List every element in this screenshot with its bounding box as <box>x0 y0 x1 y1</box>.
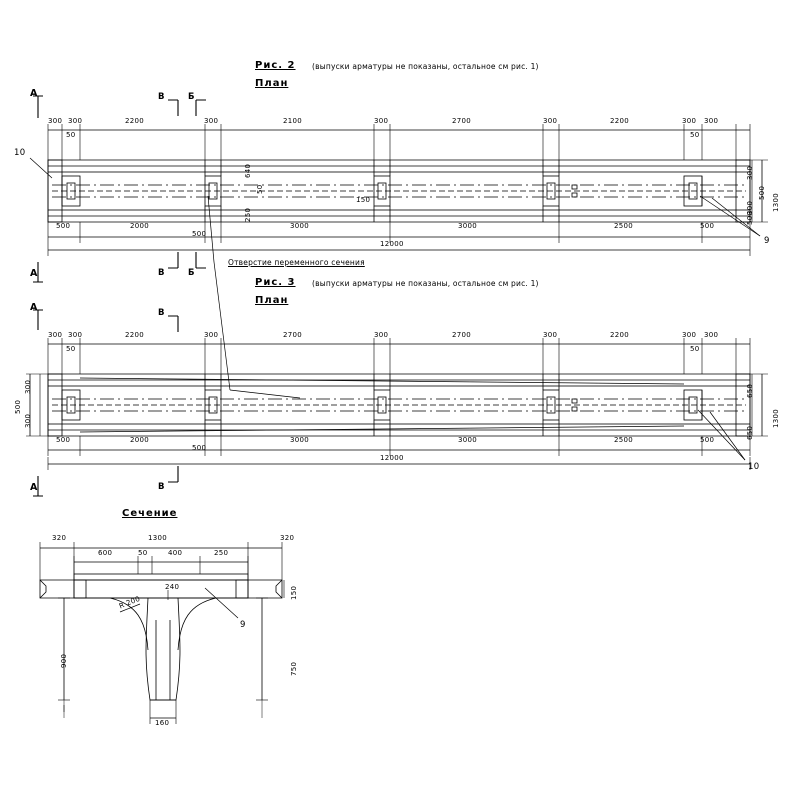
dim-label: 500 <box>56 436 71 444</box>
dim-label: 500 <box>192 444 207 452</box>
dim-label: 2500 <box>614 436 634 444</box>
dim-label: 500 <box>746 210 754 225</box>
dim-label: 2700 <box>283 331 303 339</box>
dim-label: 2700 <box>452 331 472 339</box>
overall-dim-label: 12000 <box>380 240 404 248</box>
dim-label: 300 <box>48 117 63 125</box>
dim-label: 300 <box>704 331 719 339</box>
dim-label: 300 <box>24 379 32 394</box>
dim-label: 2000 <box>130 222 150 230</box>
dim-label: 300 <box>204 331 219 339</box>
section-title: Сечение <box>122 508 178 519</box>
dim-label: 2200 <box>610 331 630 339</box>
hole-note-label: Отверстие переменного сечения <box>228 258 365 267</box>
dim-label: 650 <box>746 425 754 440</box>
dim-label: 2700 <box>452 117 472 125</box>
section-mark-a: А <box>30 88 38 99</box>
dim-label: 600 <box>98 549 113 557</box>
dim-label: 3000 <box>290 222 310 230</box>
dim-label: 300 <box>543 117 558 125</box>
dim-label: 300 <box>746 200 754 215</box>
dim-label: 500 <box>14 399 22 414</box>
dim-label: 750 <box>290 661 298 676</box>
dim-label: 300 <box>682 117 697 125</box>
dim-label: 500 <box>700 222 715 230</box>
dim-label: 2000 <box>130 436 150 444</box>
section-mark-a: А <box>30 268 38 279</box>
dim-label: 300 <box>24 413 32 428</box>
dim-label: 50 <box>690 131 700 139</box>
dim-label: 3000 <box>290 436 310 444</box>
figure-3-title: Рис. 3 <box>255 277 296 288</box>
dim-label: 150 <box>356 196 371 204</box>
dim-label: 1300 <box>148 534 168 542</box>
section-mark-v: В <box>158 308 165 318</box>
dim-label: 300 <box>48 331 63 339</box>
dim-label: 300 <box>374 331 389 339</box>
dim-label: 2200 <box>125 117 145 125</box>
dim-label: 650 <box>746 383 754 398</box>
section-mark-b: Б <box>188 92 195 102</box>
dim-label: 300 <box>704 117 719 125</box>
figure-2-note: (выпуски арматуры не показаны, остальное см рис. 1) <box>312 62 539 71</box>
dim-label: 300 <box>68 117 83 125</box>
dim-label: 500 <box>700 436 715 444</box>
dim-label: 50 <box>66 345 76 353</box>
dim-label: 320 <box>280 534 295 542</box>
dim-label: 500 <box>192 230 207 238</box>
dim-label: 2500 <box>614 222 634 230</box>
section-mark-v: В <box>158 482 165 492</box>
dim-label: 1300 <box>772 192 780 212</box>
dim-label: 50 <box>138 549 148 557</box>
dim-label: 320 <box>52 534 67 542</box>
dim-label: 400 <box>168 549 183 557</box>
radius-label: R 200 <box>118 594 142 611</box>
dim-label: 3000 <box>458 222 478 230</box>
section-mark-a: А <box>30 482 38 493</box>
figure-2-title: Рис. 2 <box>255 60 296 71</box>
dim-label: 240 <box>165 583 180 591</box>
dim-label: 900 <box>60 653 68 668</box>
section-mark-a: А <box>30 302 38 313</box>
dim-label: 640 <box>244 163 252 178</box>
dim-label: 1300 <box>772 408 780 428</box>
dim-label: 500 <box>56 222 71 230</box>
dim-label: 160 <box>155 719 170 727</box>
dim-label: 300 <box>204 117 219 125</box>
dim-label: 250 <box>214 549 229 557</box>
dim-label: 3000 <box>458 436 478 444</box>
dim-label: 50 <box>66 131 76 139</box>
figure-3-subtitle: План <box>255 295 289 306</box>
dim-label: 500 <box>758 185 766 200</box>
dim-label: 300 <box>746 165 754 180</box>
dim-label: 250 <box>244 207 252 222</box>
dim-label: 300 <box>68 331 83 339</box>
dim-label: 300 <box>682 331 697 339</box>
dim-label: 50 <box>256 184 264 194</box>
figure-3-note: (выпуски арматуры не показаны, остальное см рис. 1) <box>312 279 539 288</box>
dim-label: 50 <box>690 345 700 353</box>
dim-label: 150 <box>290 585 298 600</box>
part-mark-9: 9 <box>240 620 246 630</box>
section-mark-v: В <box>158 92 165 102</box>
overall-dim-label: 12000 <box>380 454 404 462</box>
dim-label: 300 <box>374 117 389 125</box>
dim-label: 2200 <box>125 331 145 339</box>
figure-2-subtitle: План <box>255 78 289 89</box>
dim-label: 300 <box>543 331 558 339</box>
part-mark-10: 10 <box>14 148 26 158</box>
dim-label: 2200 <box>610 117 630 125</box>
section-mark-v: В <box>158 268 165 278</box>
dim-label: 2100 <box>283 117 303 125</box>
part-mark-9: 9 <box>764 236 770 246</box>
part-mark-10: 10 <box>748 462 760 472</box>
section-mark-b: Б <box>188 268 195 278</box>
